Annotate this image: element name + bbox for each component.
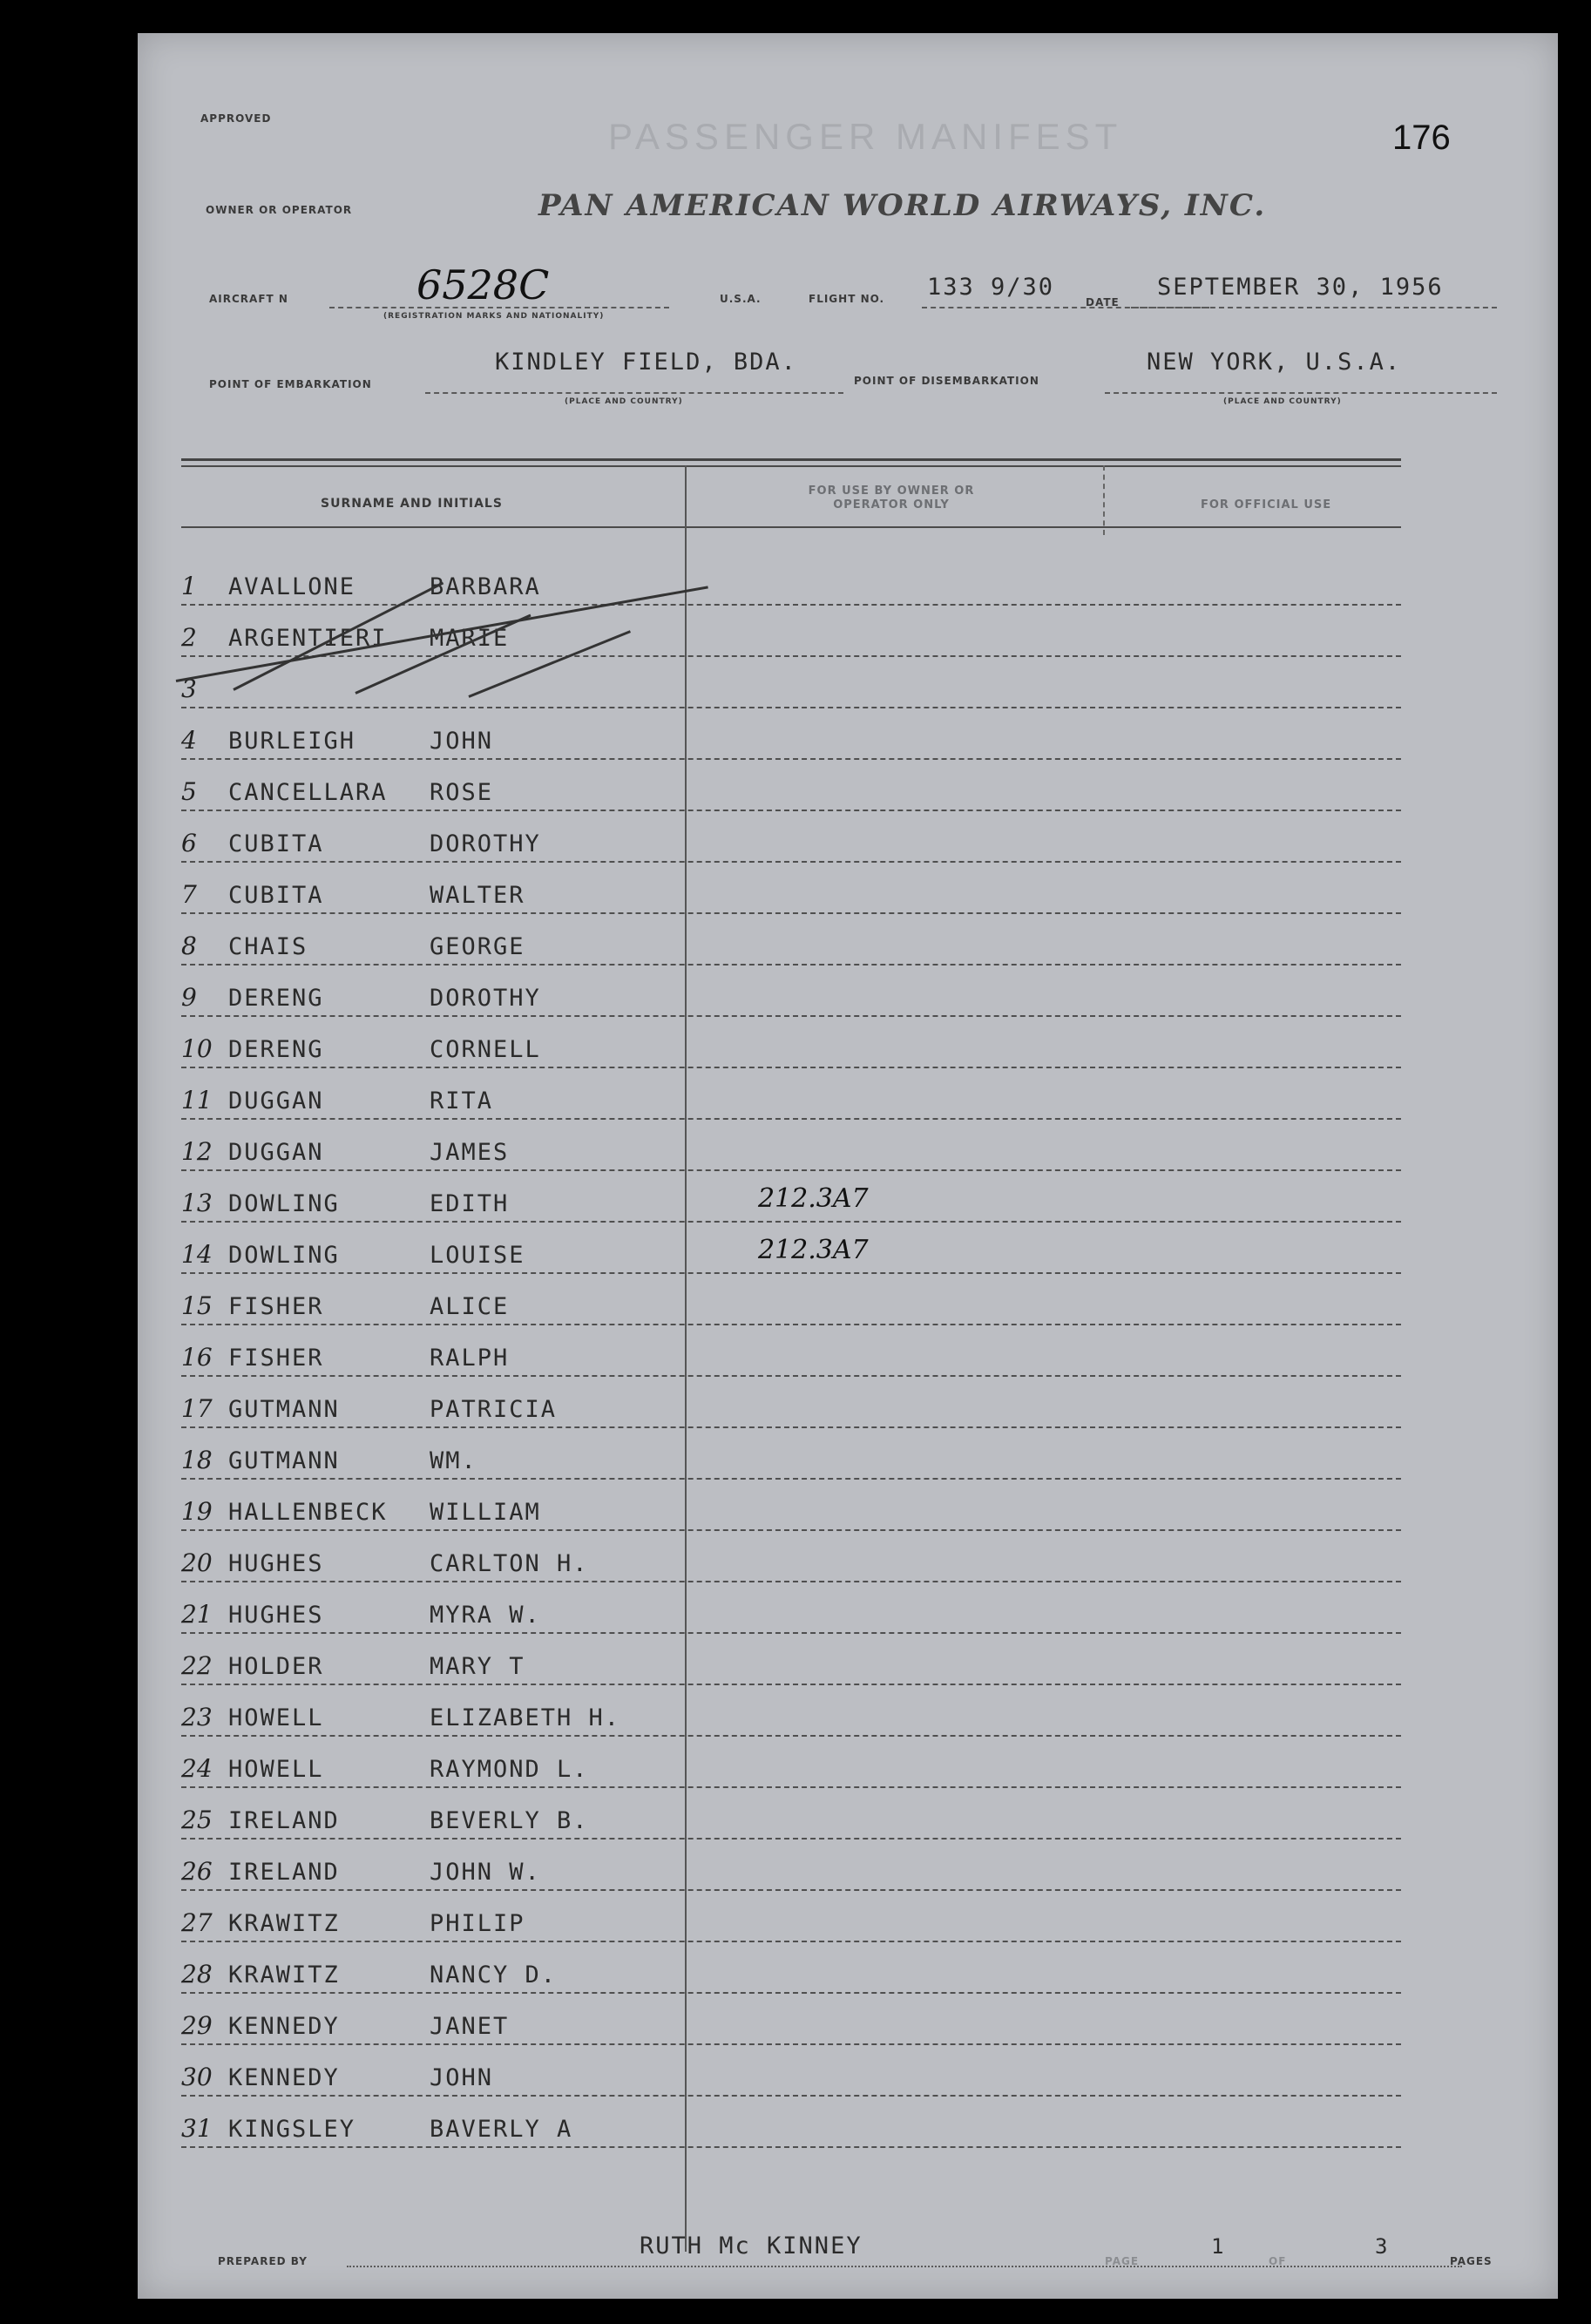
table-row	[181, 1477, 1401, 1531]
row-number: 24	[181, 1754, 213, 1783]
row-number: 30	[181, 2063, 213, 2091]
row-number: 8	[181, 932, 197, 960]
table-row	[181, 1888, 1401, 1942]
embark-place-caption: (PLACE AND COUNTRY)	[565, 397, 683, 406]
passenger-surname: HUGHES	[228, 1602, 324, 1629]
row-number: 15	[181, 1291, 213, 1320]
passenger-given-name: JOHN	[430, 2064, 494, 2091]
row-number: 17	[181, 1394, 213, 1423]
passenger-given-name: RAYMOND L.	[430, 1756, 589, 1783]
passenger-given-name: BEVERLY B.	[430, 1807, 589, 1834]
table-row	[181, 1117, 1401, 1171]
usa-label: U.S.A.	[720, 293, 762, 305]
passenger-given-name: WALTER	[430, 882, 525, 909]
table-row	[181, 1271, 1401, 1325]
passenger-surname: DUGGAN	[228, 1139, 324, 1166]
disembark-value: NEW YORK, U.S.A.	[1147, 349, 1402, 376]
table-row	[181, 1940, 1401, 1994]
row-number: 7	[181, 880, 197, 909]
passenger-given-name: ELIZABETH H.	[430, 1704, 621, 1731]
prepared-label: PREPARED BY	[218, 2255, 308, 2267]
passenger-given-name: JOHN W.	[430, 1859, 541, 1886]
row-number: 13	[181, 1189, 213, 1217]
passenger-surname: HOWELL	[228, 1756, 324, 1783]
table-row	[181, 1683, 1401, 1737]
table-row	[181, 1991, 1401, 2045]
embark-value: KINDLEY FIELD, BDA.	[495, 349, 797, 376]
passenger-given-name: PHILIP	[430, 1910, 525, 1937]
row-number: 25	[181, 1806, 213, 1834]
row-number: 16	[181, 1343, 213, 1372]
passenger-given-name: DOROTHY	[430, 830, 541, 857]
aircraft-label: AIRCRAFT N	[209, 293, 288, 305]
passenger-given-name: WM.	[430, 1447, 477, 1474]
passenger-surname: KENNEDY	[228, 2064, 340, 2091]
embark-label: POINT OF EMBARKATION	[209, 378, 372, 390]
passenger-given-name: JOHN	[430, 728, 494, 755]
row-number: 12	[181, 1137, 213, 1166]
passenger-surname: FISHER	[228, 1293, 324, 1320]
row-number: 28	[181, 1960, 213, 1989]
table-row	[181, 1323, 1401, 1377]
table-row	[181, 1066, 1401, 1120]
table-row	[181, 1014, 1401, 1068]
passenger-given-name: LOUISE	[430, 1242, 525, 1269]
table-row	[181, 1426, 1401, 1480]
of-label: OF	[1269, 2255, 1287, 2267]
passenger-given-name: CORNELL	[430, 1036, 541, 1063]
passenger-given-name: PATRICIA	[430, 1396, 558, 1423]
table-row	[181, 1374, 1401, 1428]
table-row	[181, 963, 1401, 1017]
row-number: 23	[181, 1703, 213, 1731]
passenger-surname: KRAWITZ	[228, 1962, 340, 1989]
passenger-given-name: WILLIAM	[430, 1499, 541, 1526]
form-title: PASSENGER MANIFEST	[608, 116, 1123, 157]
passenger-given-name: NANCY D.	[430, 1962, 558, 1989]
passenger-surname: CUBITA	[228, 830, 324, 857]
passenger-surname: DOWLING	[228, 1242, 340, 1269]
row-number: 14	[181, 1240, 213, 1269]
row-number: 26	[181, 1857, 213, 1886]
disembark-label: POINT OF DISEMBARKATION	[854, 375, 1039, 387]
passenger-surname: CUBITA	[228, 882, 324, 909]
page-label: PAGE	[1105, 2255, 1140, 2267]
passenger-given-name: BAVERLY A	[430, 2116, 573, 2143]
passenger-surname: ARGENTIERI	[228, 625, 388, 652]
table-row	[181, 809, 1401, 863]
passenger-given-name: GEORGE	[430, 933, 525, 960]
passenger-surname: IRELAND	[228, 1859, 340, 1886]
table-row	[181, 1734, 1401, 1788]
table-row	[181, 1220, 1401, 1274]
table-row	[181, 1169, 1401, 1223]
row-number: 21	[181, 1600, 213, 1629]
row-number: 19	[181, 1497, 213, 1526]
passenger-given-name: MARY T	[430, 1653, 525, 1680]
date-label: DATE	[1086, 296, 1120, 308]
passenger-given-name: RALPH	[430, 1345, 510, 1372]
passenger-given-name: JANET	[430, 2013, 510, 2040]
passenger-surname: HUGHES	[228, 1550, 324, 1577]
passenger-surname: DUGGAN	[228, 1087, 324, 1115]
passenger-given-name: ALICE	[430, 1293, 510, 1320]
passenger-surname: CHAIS	[228, 933, 308, 960]
table-row	[181, 1580, 1401, 1634]
registration-caption: (REGISTRATION MARKS AND NATIONALITY)	[383, 312, 605, 321]
passenger-given-name: RITA	[430, 1087, 494, 1115]
table-row	[181, 911, 1401, 966]
passenger-given-name: MYRA W.	[430, 1602, 541, 1629]
table-row	[181, 1785, 1401, 1840]
table-row	[181, 552, 1401, 606]
col-surname-header: SURNAME AND INITIALS	[321, 497, 503, 511]
page-number: 176	[1392, 119, 1451, 157]
col-official-header: FOR OFFICIAL USE	[1201, 498, 1332, 512]
passenger-surname: BURLEIGH	[228, 728, 356, 755]
row-number: 9	[181, 983, 197, 1012]
passenger-surname: DERENG	[228, 1036, 324, 1063]
table-row	[181, 2043, 1401, 2097]
aircraft-value: 6528C	[416, 261, 550, 308]
passenger-surname: KENNEDY	[228, 2013, 340, 2040]
col-owner-header: FOR USE BY OWNER OR OPERATOR ONLY	[808, 484, 975, 512]
table-row	[181, 1631, 1401, 1685]
passenger-given-name: MARIE	[430, 625, 510, 652]
row-number: 2	[181, 623, 197, 652]
pages-label: PAGES	[1450, 2255, 1493, 2267]
passenger-surname: GUTMANN	[228, 1396, 340, 1423]
owner-value: PAN AMERICAN WORLD AIRWAYS, INC.	[538, 188, 1267, 223]
table-row	[181, 1528, 1401, 1582]
passenger-surname: HOWELL	[228, 1704, 324, 1731]
passenger-surname: AVALLONE	[228, 573, 356, 600]
table-row	[181, 860, 1401, 914]
passenger-surname: FISHER	[228, 1345, 324, 1372]
row-number: 22	[181, 1651, 213, 1680]
passenger-surname: DERENG	[228, 985, 324, 1012]
row-number: 31	[181, 2114, 213, 2143]
row-number: 29	[181, 2011, 213, 2040]
table-row	[181, 654, 1401, 708]
approved-stamp: APPROVED	[200, 112, 272, 125]
passenger-surname: HALLENBECK	[228, 1499, 388, 1526]
date-value: SEPTEMBER 30, 1956	[1157, 274, 1444, 301]
table-row	[181, 757, 1401, 811]
row-number: 3	[181, 674, 197, 703]
table-row	[181, 1837, 1401, 1891]
passenger-surname: IRELAND	[228, 1807, 340, 1834]
passenger-surname: CANCELLARA	[228, 779, 388, 806]
manifest-page	[138, 33, 1558, 2299]
passenger-surname: GUTMANN	[228, 1447, 340, 1474]
row-number: 18	[181, 1446, 213, 1474]
table-row	[181, 706, 1401, 760]
row-number: 5	[181, 777, 197, 806]
row-number: 10	[181, 1034, 213, 1063]
passenger-surname: HOLDER	[228, 1653, 324, 1680]
passenger-given-name: BARBARA	[430, 573, 541, 600]
operator-note: 212.3A7	[758, 1235, 869, 1265]
passenger-given-name: CARLTON H.	[430, 1550, 589, 1577]
table-row	[181, 2094, 1401, 2148]
disembark-place-caption: (PLACE AND COUNTRY)	[1223, 397, 1342, 406]
passenger-surname: KRAWITZ	[228, 1910, 340, 1937]
passenger-given-name: ROSE	[430, 779, 494, 806]
row-number: 6	[181, 829, 197, 857]
row-number: 11	[181, 1086, 213, 1115]
owner-label: OWNER OR OPERATOR	[206, 204, 353, 216]
passenger-given-name: EDITH	[430, 1190, 510, 1217]
operator-note: 212.3A7	[758, 1183, 869, 1214]
row-number: 1	[181, 572, 197, 600]
prepared-value: RUTH Mc KINNEY	[640, 2233, 863, 2260]
passenger-surname: KINGSLEY	[228, 2116, 356, 2143]
page-value: 1	[1211, 2234, 1226, 2259]
passenger-given-name: JAMES	[430, 1139, 510, 1166]
flight-value: 133 9/30	[927, 274, 1055, 301]
passenger-surname: DOWLING	[228, 1190, 340, 1217]
row-number: 4	[181, 726, 197, 755]
row-number: 27	[181, 1908, 213, 1937]
of-value: 3	[1375, 2234, 1390, 2259]
row-number: 20	[181, 1548, 213, 1577]
passenger-given-name: DOROTHY	[430, 985, 541, 1012]
flight-label: FLIGHT NO.	[809, 293, 885, 305]
